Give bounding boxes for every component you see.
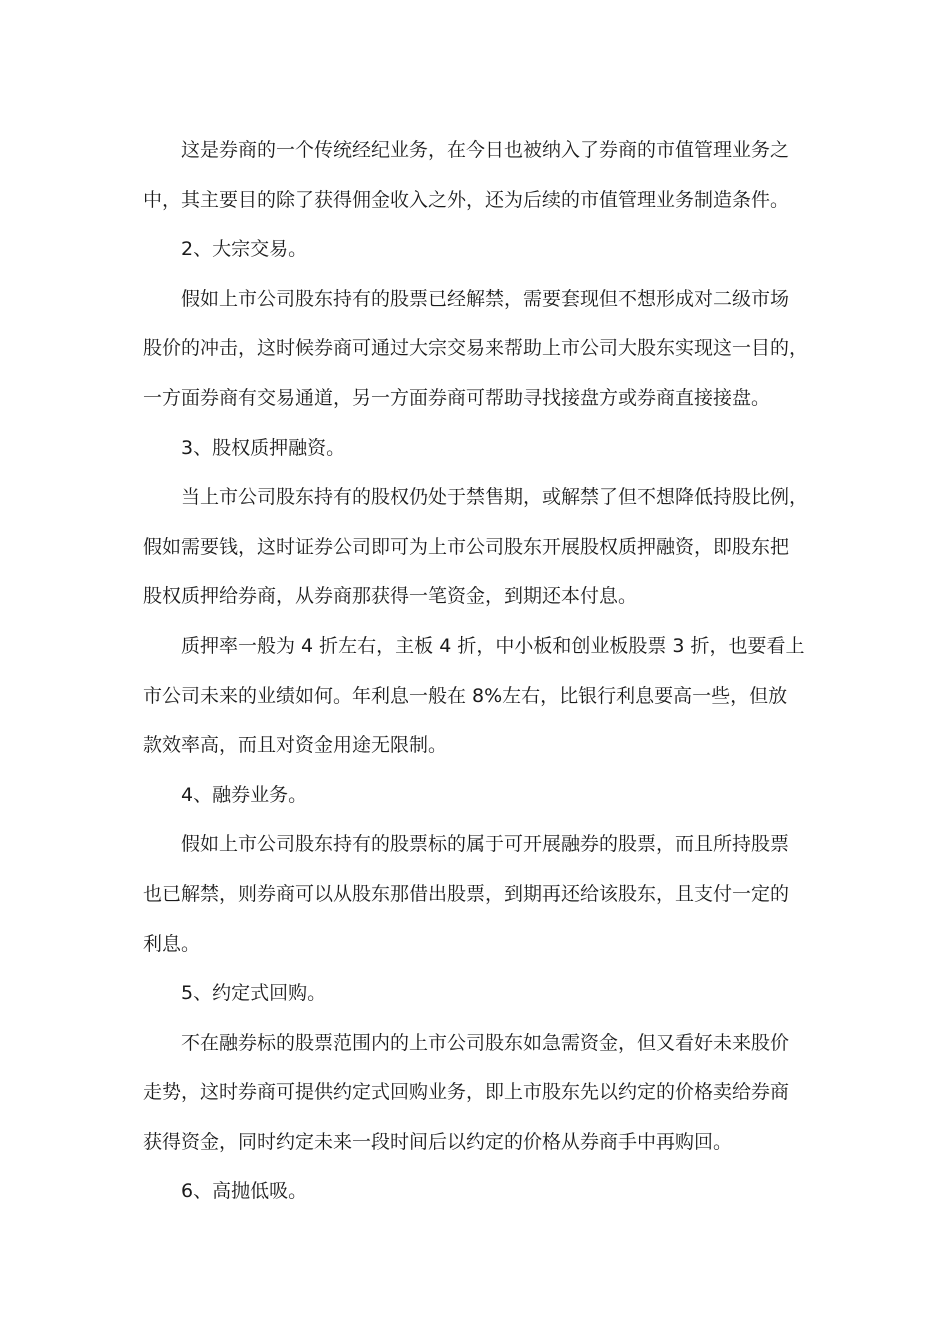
section-heading: 5、约定式回购。 xyxy=(181,982,327,1005)
text-line: 款效率高，而且对资金用途无限制。 xyxy=(143,734,448,757)
text-line: 市公司未来的业绩如何。年利息一般在 8%左右，比银行利息要高一些，但放 xyxy=(143,684,788,707)
text-line: 当上市公司股东持有的股权仍处于禁售期，或解禁了但不想降低持股比例， xyxy=(181,486,809,509)
text-line: 走势，这时券商可提供约定式回购业务，即上市股东先以约定的价格卖给券商 xyxy=(143,1081,790,1104)
section-heading: 2、大宗交易。 xyxy=(181,238,308,261)
heading-equity-pledge xyxy=(143,424,803,474)
heading-block-trade xyxy=(143,225,803,275)
paragraph-agreed-repurchase xyxy=(143,1019,803,1168)
text-line: 利息。 xyxy=(143,932,201,955)
section-heading: 4、融券业务。 xyxy=(181,783,308,806)
document-body xyxy=(143,126,809,1217)
paragraph-pledge-rate xyxy=(143,622,803,771)
heading-sell-high-buy-low xyxy=(143,1167,803,1217)
text-line: 中，其主要目的除了获得佣金收入之外，还为后续的市值管理业务制造条件。 xyxy=(143,188,790,211)
paragraph-block-trade xyxy=(143,275,809,424)
text-line: 假如上市公司股东持有的股票标的属于可开展融券的股票，而且所持股票 xyxy=(181,833,790,856)
text-line: 获得资金，同时约定未来一段时间后以约定的价格从券商手中再购回。 xyxy=(143,1130,733,1153)
section-heading: 3、股权质押融资。 xyxy=(181,436,346,459)
text-line: 也已解禁，则券商可以从股东那借出股票，到期再还给该股东，且支付一定的 xyxy=(143,882,790,905)
paragraph-securities-lending xyxy=(143,820,803,969)
text-line: 股权质押给券商，从券商那获得一笔资金，到期还本付息。 xyxy=(143,585,638,608)
heading-securities-lending xyxy=(143,771,803,821)
section-heading: 6、高抛低吸。 xyxy=(181,1180,308,1203)
paragraph-equity-pledge xyxy=(143,473,809,622)
text-line: 假如上市公司股东持有的股票已经解禁，需要套现但不想形成对二级市场 xyxy=(181,287,790,310)
text-line: 这是券商的一个传统经纪业务，在今日也被纳入了券商的市值管理业务之 xyxy=(181,139,790,161)
text-line: 不在融券标的股票范围内的上市公司股东如急需资金，但又看好未来股价 xyxy=(181,1031,790,1054)
heading-agreed-repurchase xyxy=(143,969,803,1019)
text-line: 股价的冲击，这时候券商可通过大宗交易来帮助上市公司大股东实现这一目的， xyxy=(143,337,809,360)
text-line: 假如需要钱，这时证券公司即可为上市公司股东开展股权质押融资，即股东把 xyxy=(143,535,790,558)
text-line: 质押率一般为 4 折左右，主板 4 折，中小板和创业板股票 3 折，也要看上 xyxy=(181,634,805,657)
paragraph-traditional-brokerage xyxy=(143,126,803,225)
text-line: 一方面券商有交易通道，另一方面券商可帮助寻找接盘方或券商直接接盘。 xyxy=(143,386,771,409)
